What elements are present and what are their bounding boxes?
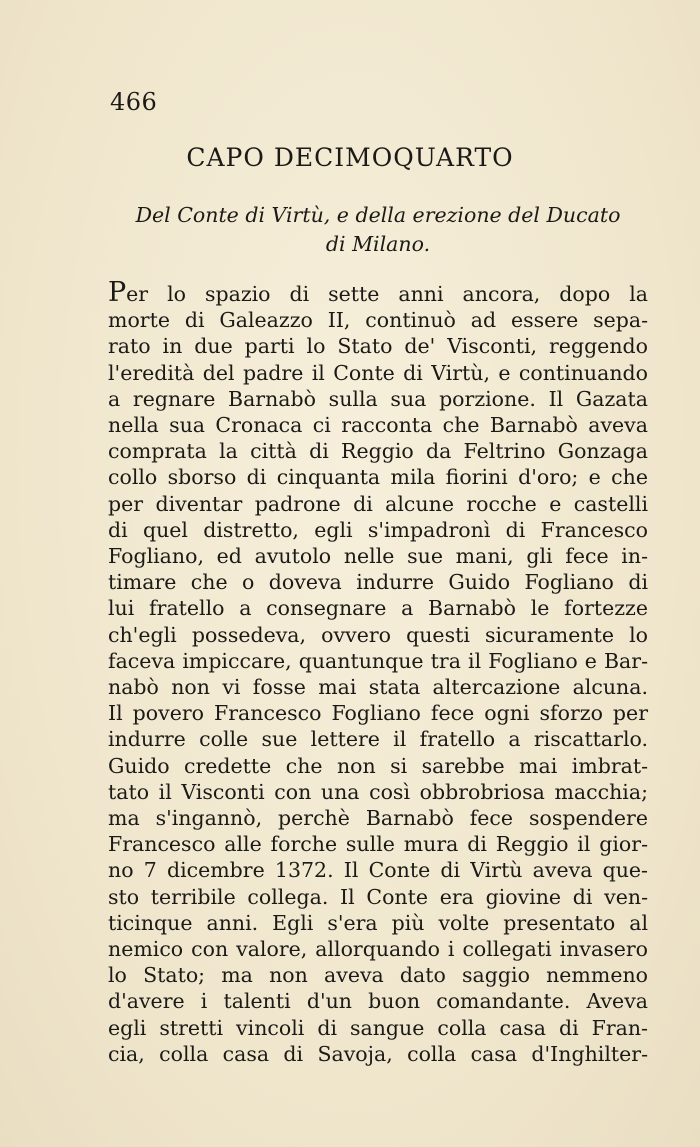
text-line: morte di Galeazzo II, continuò ad essere sepa- (108, 308, 648, 333)
text-line: ticinque anni. Egli s'era più volte presentato al (108, 910, 648, 935)
page-number: 466 (110, 88, 158, 116)
text-line: ch'egli possedeva, ovvero questi sicuramente lo (108, 622, 648, 647)
text-line: timare che o doveva indurre Guido Fogliano di (108, 570, 648, 595)
text-line: nemico con valore, allorquando i collegati invasero (108, 937, 648, 962)
text-line: a regnare Barnabò sulla sua porzione. Il Gazata (108, 386, 648, 411)
text-line: lui fratello a consegnare a Barnabò le fortezze (108, 596, 648, 621)
text-line: no 7 dicembre 1372. Il Conte di Virtù aveva que- (108, 858, 648, 883)
text-line: tato il Visconti con una così obbrobriosa macchia; (108, 779, 648, 804)
text-line: sto terribile collega. Il Conte era giovine di ven- (108, 884, 648, 909)
text-line: indurre colle sue lettere il fratello a riscattarlo. (108, 727, 648, 752)
text-line: d'avere i talenti d'un buon comandante. Aveva (108, 989, 648, 1014)
text-line: cia, colla casa di Savoja, colla casa d'Inghilter- (108, 1041, 648, 1066)
text-line: l'eredità del padre il Conte di Virtù, e continuando (108, 360, 648, 385)
text-line: Fogliano, ed avutolo nelle sue mani, gli fece in- (108, 544, 648, 569)
text-line: lo Stato; ma non aveva dato saggio nemmeno (108, 963, 648, 988)
text-line: Francesco alle forche sulle mura di Reggio il gior- (108, 832, 648, 857)
text-line: di quel distretto, egli s'impadronì di Francesco (108, 517, 648, 542)
body-text (108, 277, 648, 1067)
chapter-subtitle (108, 201, 648, 259)
text-line: collo sborso di cinquanta mila fiorini d'oro; e che (108, 465, 648, 490)
chapter-title: CAPO DECIMOQUARTO (186, 143, 514, 172)
text-line: comprata la città di Reggio da Feltrino Gonzaga (108, 439, 648, 464)
text-line: egli stretti vincoli di sangue colla casa di Fran- (108, 1015, 648, 1040)
text-line: rato in due parti lo Stato de' Visconti, reggendo (108, 334, 648, 359)
text-line: per diventar padrone di alcune rocche e castelli (108, 491, 648, 516)
text-line: Il povero Francesco Fogliano fece ogni sforzo per (108, 701, 648, 726)
subtitle-line: di Milano. (325, 232, 431, 256)
text-line: nabò non vi fosse mai stata altercazione alcuna. (108, 675, 648, 700)
text-line: nella sua Cronaca ci racconta che Barnabò aveva (108, 413, 648, 438)
subtitle-line: Del Conte di Virtù, e della erezione del Ducato (135, 203, 621, 227)
text-line: faceva impiccare, quantunque tra il Fogliano e Bar- (108, 648, 648, 673)
text-line: Guido credette che non si sarebbe mai imbrat- (108, 753, 648, 778)
text-line: ma s'ingannò, perchè Barnabò fece sospendere (108, 806, 648, 831)
text-line: Per lo spazio di sette anni ancora, dopo la (108, 277, 648, 308)
